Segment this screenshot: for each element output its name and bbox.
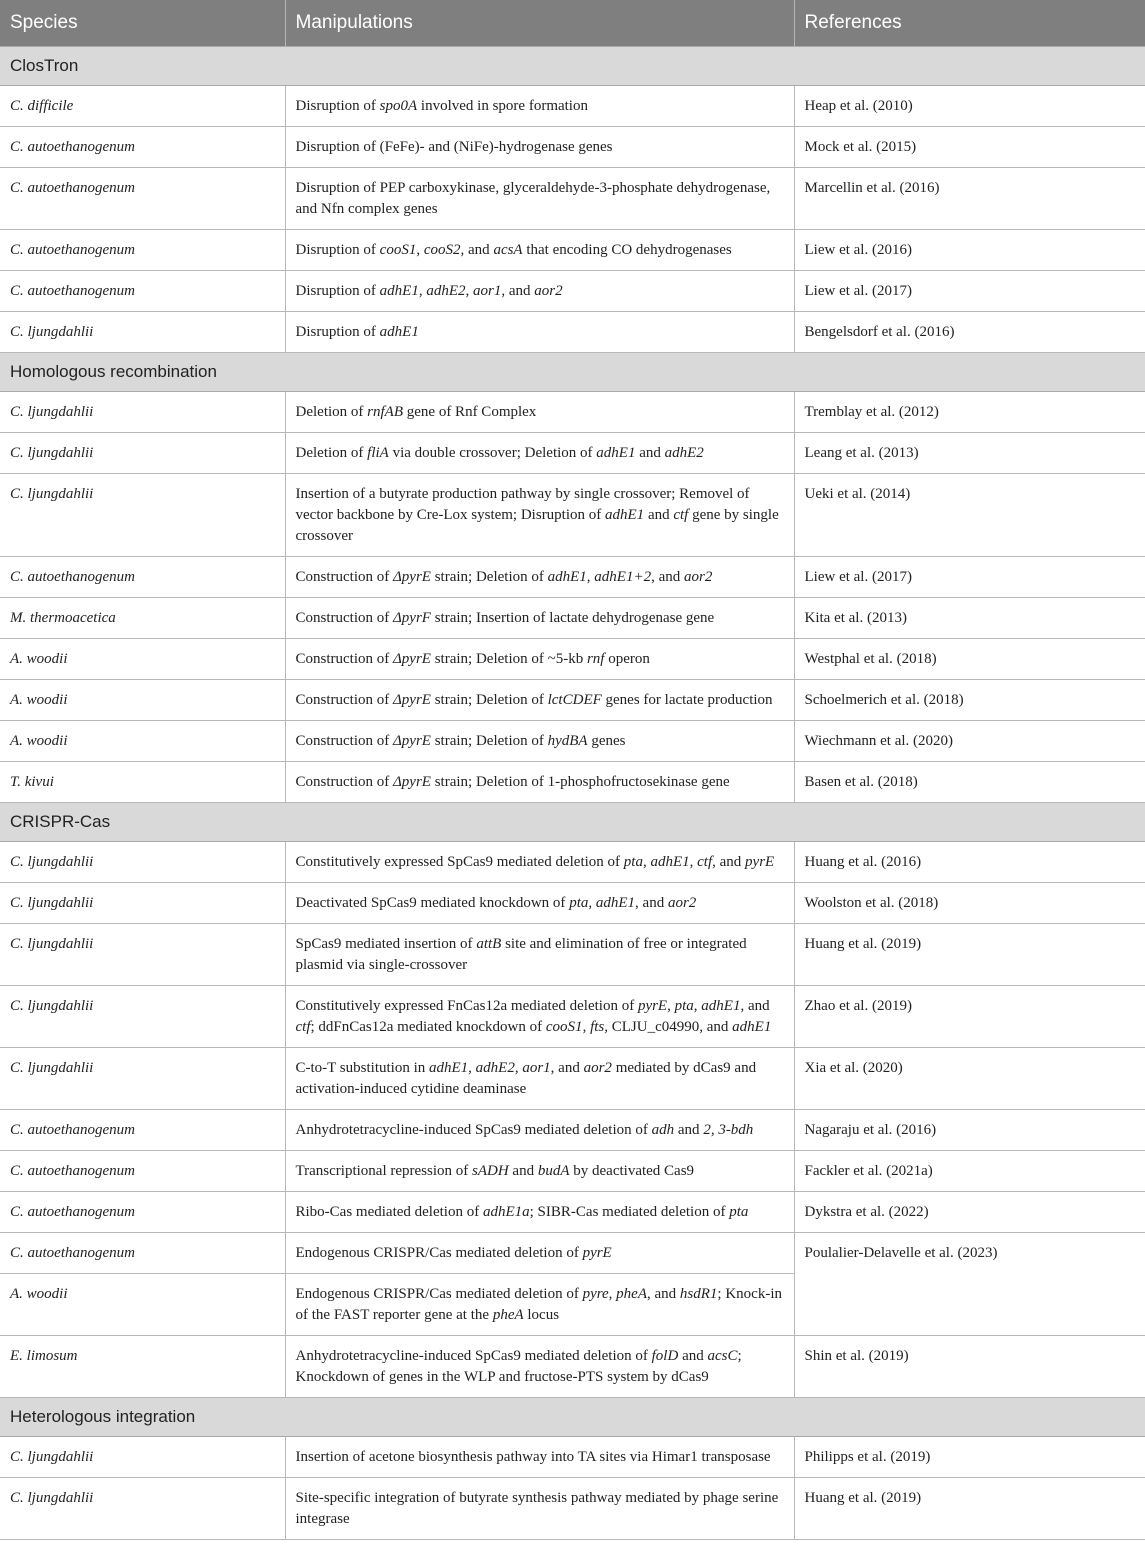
manipulation-text: strain; Deletion of 1-phosphofructosekinase gene — [430, 773, 730, 790]
table-row — [0, 167, 1145, 229]
species-cell: C. ljungdahlii — [0, 391, 285, 432]
manipulation-text: ; Knock-in of the FAST reporter gene at the — [295, 1285, 782, 1323]
manipulation-cell — [285, 882, 794, 923]
manipulation-text: , and — [635, 894, 668, 911]
reference-cell: Leang et al. (2013) — [794, 432, 1145, 473]
gene-name: ΔpyrE — [393, 650, 431, 667]
species-cell: C. ljungdahlii — [0, 882, 285, 923]
manipulation-text: Deletion of — [295, 403, 368, 420]
gene-name: aor2 — [534, 282, 563, 299]
manipulation-text: Anhydrotetracycline-induced SpCas9 mediated deletion of — [295, 1121, 652, 1138]
manipulation-text: ; SIBR-Cas mediated deletion of — [529, 1203, 730, 1220]
table-row — [0, 432, 1145, 473]
manipulation-cell — [285, 923, 794, 985]
gene-name: adhE1 — [596, 444, 636, 461]
section-title: Heterologous integration — [0, 1397, 1145, 1436]
gene-name: hydBA — [547, 732, 588, 749]
species-cell: C. autoethanogenum — [0, 556, 285, 597]
manipulation-cell — [285, 761, 794, 802]
gene-name: ctf — [673, 506, 689, 523]
gene-name: adhE2 — [664, 444, 704, 461]
gene-name: adhE1+2 — [594, 568, 652, 585]
species-cell: C. difficile — [0, 85, 285, 126]
species-cell: C. autoethanogenum — [0, 1150, 285, 1191]
species-cell: C. ljungdahlii — [0, 841, 285, 882]
gene-name: fts — [590, 1018, 605, 1035]
reference-cell: Liew et al. (2017) — [794, 270, 1145, 311]
manipulation-text: strain; Deletion of ~5-kb — [430, 650, 587, 667]
manipulation-cell — [285, 167, 794, 229]
table-row — [0, 1191, 1145, 1232]
reference-cell: Huang et al. (2016) — [794, 841, 1145, 882]
header-references: References — [794, 0, 1145, 46]
reference-cell: Wiechmann et al. (2020) — [794, 720, 1145, 761]
table-row — [0, 85, 1145, 126]
gene-name: pheA — [616, 1285, 647, 1302]
reference-cell: Huang et al. (2019) — [794, 1477, 1145, 1539]
manipulation-text: genes — [587, 732, 626, 749]
reference-cell: Westphal et al. (2018) — [794, 638, 1145, 679]
reference-cell: Tremblay et al. (2012) — [794, 391, 1145, 432]
manipulation-text: , and — [550, 1059, 584, 1076]
manipulation-text: locus — [523, 1306, 560, 1323]
manipulation-text: gene of Rnf Complex — [403, 403, 537, 420]
manipulation-text: Ribo-Cas mediated deletion of — [295, 1203, 483, 1220]
reference-cell: Bengelsdorf et al. (2016) — [794, 311, 1145, 352]
section-row-crispr-cas — [0, 802, 1145, 841]
gene-name: ΔpyrF — [393, 609, 431, 626]
manipulation-text: and — [635, 444, 665, 461]
manipulation-text: strain; Deletion of — [430, 568, 548, 585]
manipulation-cell — [285, 720, 794, 761]
manipulation-text: Insertion of a butyrate production pathway by single crossover; Removel of vector backbone by Cre-Lox system; Disruption of — [295, 485, 750, 523]
table-row — [0, 311, 1145, 352]
manipulation-text: Construction of — [295, 609, 393, 626]
gene-name: ΔpyrE — [393, 732, 431, 749]
gene-name: aor2 — [667, 894, 697, 911]
species-cell: C. autoethanogenum — [0, 1191, 285, 1232]
table-row — [0, 473, 1145, 556]
manipulation-text: Deletion of — [295, 444, 368, 461]
gene-name: aor2 — [583, 1059, 612, 1076]
manipulation-text: , — [667, 997, 675, 1014]
manipulation-cell — [285, 85, 794, 126]
table-row — [0, 720, 1145, 761]
manipulation-text: Transcriptional repression of — [295, 1162, 472, 1179]
manipulation-text: , and — [651, 568, 684, 585]
table-row — [0, 391, 1145, 432]
manipulation-cell — [285, 985, 794, 1047]
table-row — [0, 1477, 1145, 1539]
reference-cell: Schoelmerich et al. (2018) — [794, 679, 1145, 720]
reference-cell: Nagaraju et al. (2016) — [794, 1109, 1145, 1150]
manipulation-text: Deactivated SpCas9 mediated knockdown of — [295, 894, 570, 911]
gene-name: 2, 3-bdh — [703, 1121, 754, 1138]
manipulation-text: , and — [647, 1285, 680, 1302]
manipulation-text: Construction of — [295, 650, 393, 667]
manipulation-text: Construction of — [295, 691, 393, 708]
gene-name: ctf — [295, 1018, 311, 1035]
manipulation-text: Site-specific integration of butyrate synthesis pathway mediated by phage serine integrase — [295, 1489, 779, 1527]
manipulation-text: Disruption of — [295, 323, 380, 340]
species-cell: C. ljungdahlii — [0, 311, 285, 352]
gene-name: aor2 — [684, 568, 713, 585]
species-cell: C. autoethanogenum — [0, 1232, 285, 1273]
gene-name: folD — [651, 1347, 679, 1364]
manipulation-text: strain; Deletion of — [430, 691, 548, 708]
manipulation-cell — [285, 556, 794, 597]
table-row — [0, 556, 1145, 597]
manipulation-cell — [285, 126, 794, 167]
reference-cell: Zhao et al. (2019) — [794, 985, 1145, 1047]
manipulation-cell — [285, 1273, 794, 1335]
gene-name: rnfAB — [367, 403, 403, 420]
manipulation-text: Constitutively expressed SpCas9 mediated deletion of — [295, 853, 624, 870]
gene-name: hsdR1 — [679, 1285, 718, 1302]
table-row — [0, 679, 1145, 720]
table-header — [0, 0, 1145, 46]
manipulation-text: Disruption of — [295, 282, 380, 299]
manipulation-cell — [285, 1191, 794, 1232]
reference-cell: Liew et al. (2017) — [794, 556, 1145, 597]
manipulation-text: , — [418, 282, 427, 299]
manipulation-text: Construction of — [295, 732, 393, 749]
manipulation-cell — [285, 432, 794, 473]
manipulation-text: , — [693, 997, 702, 1014]
gene-name: pyrE — [637, 997, 668, 1014]
manipulation-cell — [285, 311, 794, 352]
gene-name: adhE1 — [701, 997, 741, 1014]
manipulation-cell — [285, 391, 794, 432]
manipulation-text: , — [689, 853, 698, 870]
manipulation-cell — [285, 679, 794, 720]
manipulation-cell — [285, 1436, 794, 1477]
gene-name: attB — [476, 935, 502, 952]
manipulation-text: , — [514, 1059, 523, 1076]
gene-name: ΔpyrE — [393, 568, 431, 585]
reference-cell: Ueki et al. (2014) — [794, 473, 1145, 556]
reference-cell: Basen et al. (2018) — [794, 761, 1145, 802]
manipulation-text: site and elimination of free or integrated plasmid via single-crossover — [295, 935, 747, 973]
gene-name: pta — [729, 1203, 749, 1220]
manipulation-text: Endogenous CRISPR/Cas mediated deletion of — [295, 1285, 583, 1302]
table-row — [0, 229, 1145, 270]
manipulation-cell — [285, 1335, 794, 1397]
reference-cell: Kita et al. (2013) — [794, 597, 1145, 638]
manipulation-text: ; Knockdown of genes in the WLP and fructose-PTS system by dCas9 — [295, 1347, 742, 1385]
manipulation-text: , — [416, 241, 424, 258]
section-row-clostron — [0, 46, 1145, 85]
reference-cell: Liew et al. (2016) — [794, 229, 1145, 270]
species-cell: T. kivui — [0, 761, 285, 802]
table-row — [0, 597, 1145, 638]
manipulation-cell — [285, 638, 794, 679]
gene-name: aor1 — [522, 1059, 551, 1076]
species-cell: C. ljungdahlii — [0, 473, 285, 556]
manipulation-text: mediated by dCas9 and activation-induced cytidine deaminase — [295, 1059, 757, 1097]
manipulation-text: , and — [460, 241, 494, 258]
gene-name: ctf — [697, 853, 713, 870]
table-row — [0, 1047, 1145, 1109]
species-cell: A. woodii — [0, 679, 285, 720]
manipulation-text: , and — [501, 282, 535, 299]
gene-name: cooS2 — [423, 241, 461, 258]
gene-name: cooS1 — [379, 241, 417, 258]
gene-name: adhE2 — [475, 1059, 515, 1076]
manipulation-cell — [285, 270, 794, 311]
section-title: CRISPR-Cas — [0, 802, 1145, 841]
manipulation-text: , CLJU_c04990, and — [604, 1018, 733, 1035]
gene-name: acsC — [707, 1347, 738, 1364]
gene-name: pta — [569, 894, 589, 911]
gene-name: adhE2 — [426, 282, 466, 299]
reference-cell: Philipps et al. (2019) — [794, 1436, 1145, 1477]
section-title: Homologous recombination — [0, 352, 1145, 391]
gene-name: pta — [623, 853, 643, 870]
manipulation-text: strain; Insertion of lactate dehydrogenase gene — [430, 609, 715, 626]
manipulation-text: Construction of — [295, 568, 393, 585]
reference-cell: Woolston et al. (2018) — [794, 882, 1145, 923]
section-row-homologous-recombination — [0, 352, 1145, 391]
species-cell: C. ljungdahlii — [0, 1436, 285, 1477]
manipulation-text: Insertion of acetone biosynthesis pathway into TA sites via Himar1 transposase — [295, 1448, 771, 1465]
manipulation-text: Anhydrotetracycline-induced SpCas9 mediated deletion of — [295, 1347, 652, 1364]
manipulation-text: and — [508, 1162, 538, 1179]
table-row — [0, 761, 1145, 802]
manipulation-text: , and — [740, 997, 770, 1014]
manipulation-text: Disruption of — [295, 241, 380, 258]
manipulation-cell — [285, 1232, 794, 1273]
table-row — [0, 270, 1145, 311]
manipulation-text: operon — [604, 650, 650, 667]
manipulation-text: , — [588, 894, 596, 911]
reference-cell: Dykstra et al. (2022) — [794, 1191, 1145, 1232]
reference-cell: Mock et al. (2015) — [794, 126, 1145, 167]
manipulation-text: Disruption of — [295, 97, 380, 114]
species-cell: C. ljungdahlii — [0, 432, 285, 473]
manipulation-text: , — [608, 1285, 617, 1302]
manipulation-text: involved in spore formation — [417, 97, 588, 114]
table-row — [0, 923, 1145, 985]
header-species: Species — [0, 0, 285, 46]
gene-name: adhE1a — [482, 1203, 530, 1220]
species-cell: A. woodii — [0, 720, 285, 761]
species-cell: C. ljungdahlii — [0, 923, 285, 985]
gene-name: sADH — [472, 1162, 509, 1179]
manipulation-cell — [285, 229, 794, 270]
gene-name: pyre — [582, 1285, 609, 1302]
gene-name: spo0A — [379, 97, 418, 114]
gene-name: fliA — [367, 444, 389, 461]
manipulation-text: Constitutively expressed FnCas12a mediated deletion of — [295, 997, 638, 1014]
table-row — [0, 882, 1145, 923]
gene-name: adhE1 — [379, 282, 419, 299]
species-cell: A. woodii — [0, 1273, 285, 1335]
table-row — [0, 841, 1145, 882]
table-row — [0, 1232, 1145, 1273]
manipulation-text: that encoding CO dehydrogenases — [522, 241, 732, 258]
gene-name: budA — [537, 1162, 570, 1179]
manipulation-text: Construction of — [295, 773, 393, 790]
section-row-heterologous-integration — [0, 1397, 1145, 1436]
gene-name: lctCDEF — [547, 691, 602, 708]
table-body — [0, 46, 1145, 1539]
manipulation-text: , — [642, 853, 651, 870]
manipulation-text: and — [678, 1347, 708, 1364]
gene-name: pyrE — [745, 853, 775, 870]
reference-cell: Shin et al. (2019) — [794, 1335, 1145, 1397]
reference-cell: Marcellin et al. (2016) — [794, 167, 1145, 229]
manipulation-text: gene by single crossover — [295, 506, 779, 544]
table-row — [0, 1109, 1145, 1150]
reference-cell: Fackler et al. (2021a) — [794, 1150, 1145, 1191]
gene-name: aor1 — [473, 282, 502, 299]
manipulation-text: via double crossover; Deletion of — [388, 444, 597, 461]
species-cell: C. autoethanogenum — [0, 270, 285, 311]
gene-name: adhE1 — [379, 323, 419, 340]
manipulation-text: , — [582, 1018, 591, 1035]
manipulation-cell — [285, 1477, 794, 1539]
manipulation-cell — [285, 1047, 794, 1109]
gene-name: acsA — [493, 241, 523, 258]
gene-name: rnf — [586, 650, 605, 667]
manipulation-text: and — [674, 1121, 704, 1138]
table-row — [0, 985, 1145, 1047]
species-cell: C. ljungdahlii — [0, 985, 285, 1047]
reference-cell: Huang et al. (2019) — [794, 923, 1145, 985]
gene-name: adhE1 — [428, 1059, 469, 1076]
manipulation-text: SpCas9 mediated insertion of — [295, 935, 477, 952]
manipulation-cell — [285, 1150, 794, 1191]
gene-name: cooS1 — [545, 1018, 583, 1035]
species-cell: C. ljungdahlii — [0, 1047, 285, 1109]
species-cell: E. limosum — [0, 1335, 285, 1397]
species-cell: C. autoethanogenum — [0, 1109, 285, 1150]
gene-name: adhE1 — [732, 1018, 772, 1035]
manipulation-text: genes for lactate production — [601, 691, 773, 708]
manipulation-cell — [285, 473, 794, 556]
gene-name: adhE1 — [650, 853, 690, 870]
manipulation-text: Disruption of (FeFe)- and (NiFe)-hydrogenase genes — [295, 138, 613, 155]
manipulation-cell — [285, 597, 794, 638]
table-row — [0, 126, 1145, 167]
species-cell: C. autoethanogenum — [0, 229, 285, 270]
gene-name: adhE1 — [605, 506, 645, 523]
gene-name: ΔpyrE — [393, 773, 431, 790]
reference-cell: Xia et al. (2020) — [794, 1047, 1145, 1109]
species-cell: C. autoethanogenum — [0, 126, 285, 167]
manipulation-text: ; ddFnCas12a mediated knockdown of — [310, 1018, 546, 1035]
species-cell: C. autoethanogenum — [0, 167, 285, 229]
manipulation-text: by deactivated Cas9 — [569, 1162, 695, 1179]
manipulation-text: , — [468, 1059, 476, 1076]
manipulation-text: , and — [712, 853, 746, 870]
gene-name: pyrE — [582, 1244, 612, 1261]
manipulation-text: , — [586, 568, 595, 585]
gene-name: pta — [674, 997, 694, 1014]
table-row — [0, 1436, 1145, 1477]
table-row — [0, 638, 1145, 679]
manipulation-text: Endogenous CRISPR/Cas mediated deletion of — [295, 1244, 583, 1261]
species-cell: M. thermoacetica — [0, 597, 285, 638]
manipulation-text: Disruption of PEP carboxykinase, glyceraldehyde-3-phosphate dehydrogenase, and Nfn complex genes — [295, 179, 771, 217]
manipulation-cell — [285, 1109, 794, 1150]
gene-name: adhE1 — [547, 568, 587, 585]
reference-cell: Poulalier-Delavelle et al. (2023) — [794, 1232, 1145, 1335]
manipulation-text: C-to-T substitution in — [295, 1059, 429, 1076]
reference-cell: Heap et al. (2010) — [794, 85, 1145, 126]
table-row — [0, 1335, 1145, 1397]
manipulation-text: , — [465, 282, 474, 299]
manipulation-text: strain; Deletion of — [430, 732, 548, 749]
gene-name: adhE1 — [595, 894, 636, 911]
species-cell: C. ljungdahlii — [0, 1477, 285, 1539]
table-row — [0, 1150, 1145, 1191]
gene-name: pheA — [492, 1306, 524, 1323]
section-title: ClosTron — [0, 46, 1145, 85]
gene-name: ΔpyrE — [393, 691, 431, 708]
gene-name: adh — [651, 1121, 675, 1138]
header-manipulations: Manipulations — [285, 0, 794, 46]
manipulation-cell — [285, 841, 794, 882]
manipulation-text: and — [644, 506, 674, 523]
species-cell: A. woodii — [0, 638, 285, 679]
